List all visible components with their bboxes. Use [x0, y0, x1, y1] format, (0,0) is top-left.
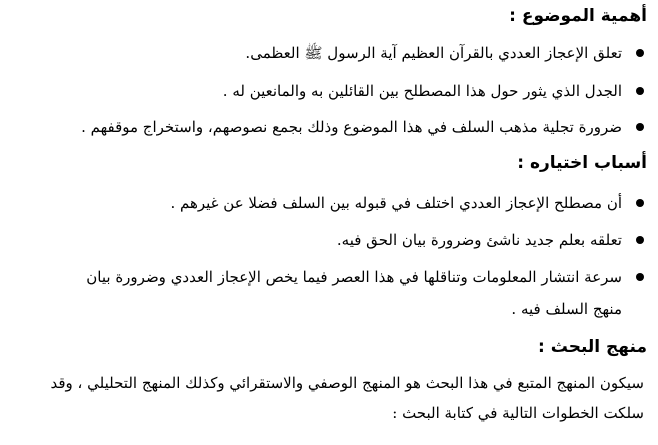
reasons-item-1-text: أن مصطلح الإعجاز العددي اختلف في قبوله بين السلف فضلا عن غيرهم . — [170, 194, 622, 212]
bullet-icon — [636, 87, 644, 95]
method-line-2: سلكت الخطوات التالية في كتابة البحث : — [392, 404, 644, 422]
importance-item-3-text: ضرورة تجلية مذهب السلف في هذا الموضوع وذلك بجمع نصوصهم، واستخراج موقفهم . — [81, 118, 622, 136]
reasons-item-3 — [86, 266, 644, 288]
reasons-item-2-text: تعلقه بعلم جديد ناشئ وضرورة بيان الحق فيه. — [336, 231, 622, 249]
importance-item-2-text: الجدل الذي يثور حول هذا المصطلح بين القائلين به والمانعين له . — [222, 82, 622, 100]
bullet-icon — [636, 236, 644, 244]
bullet-icon — [636, 49, 644, 57]
reasons-item-3-continuation: منهج السلف فيه . — [511, 300, 622, 318]
method-heading: منهج البحث : — [538, 337, 647, 357]
importance-item-2 — [223, 80, 644, 102]
importance-item-1-text: تعلق الإعجاز العددي بالقرآن العظيم آية الرسول ﷺ العظمى. — [245, 44, 622, 62]
bullet-icon — [636, 199, 644, 207]
reasons-item-1 — [170, 192, 644, 214]
importance-item-1 — [245, 42, 644, 64]
bullet-icon — [636, 273, 644, 281]
reasons-item-3-text: سرعة انتشار المعلومات وتناقلها في هذا العصر فيما يخص الإعجاز العددي وضرورة بيان — [86, 268, 622, 286]
importance-heading: أهمية الموضوع : — [509, 6, 647, 26]
reasons-heading: أسباب اختياره : — [517, 153, 647, 173]
importance-item-3 — [81, 116, 644, 138]
reasons-item-2 — [337, 229, 644, 251]
bullet-icon — [636, 123, 644, 131]
method-line-1: سيكون المنهج المتبع في هذا البحث هو المنهج الوصفي والاستقرائي وكذلك المنهج التحليلي ، وقد — [50, 374, 644, 392]
